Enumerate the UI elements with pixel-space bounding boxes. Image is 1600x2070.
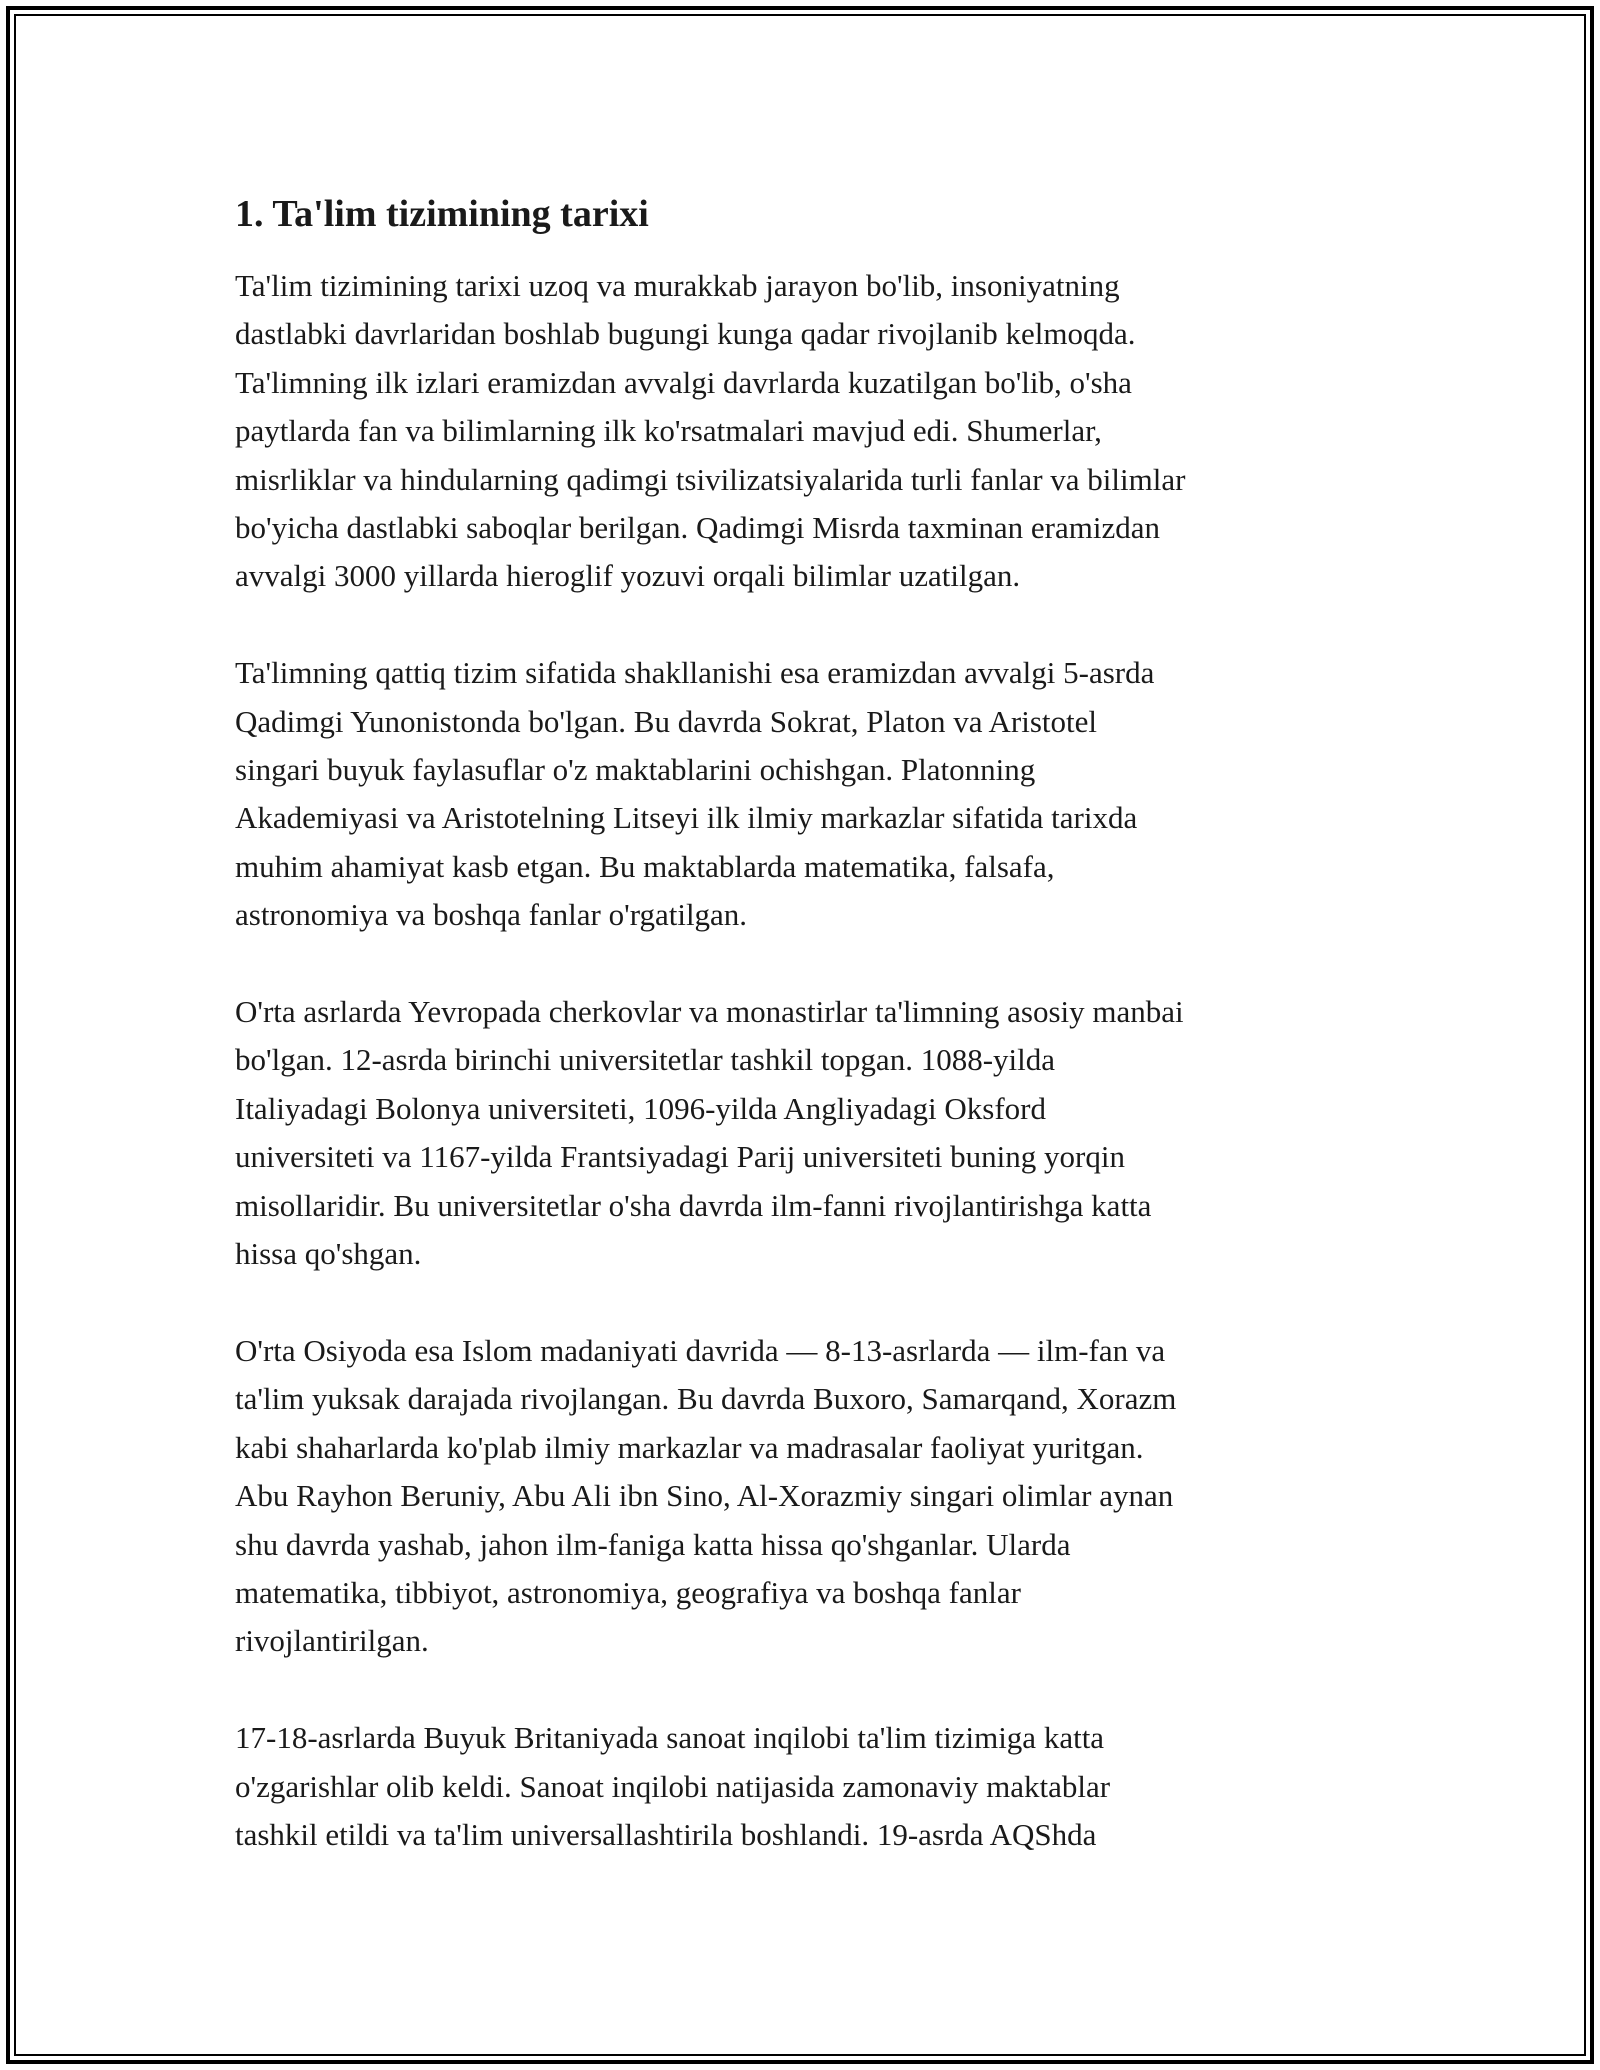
section-heading: 1. Ta'lim tizimining tarixi <box>235 193 649 235</box>
paragraph-central-asia: O'rta Osiyoda esa Islom madaniyati davrida — 8-13-asrlarda — ilm-fan va ta'lim yuksak darajada rivojlangan. Bu davrda Buxoro, Samarqand, Xorazm kabi shaharlarda ko'plab ilmiy markazlar va madrasalar faoliyat yuritgan. Abu Rayhon Beruniy, Abu Ali ibn Sino, Al-Xorazmiy singari olimlar aynan shu davrda yashab, jahon ilm-faniga katta hissa qo'shganlar. Ularda matematika, tibbiyot, astronomiya, geografiya va boshqa fanlar rivojlantirilgan. <box>235 1332 1177 1659</box>
paragraph-ancient-greece: Ta'limning qattiq tizim sifatida shakllanishi esa eramizdan avvalgi 5-asrda Qadimgi Yunonistonda bo'lgan. Bu davrda Sokrat, Platon va Aristotel singari buyuk faylasuflar o'z maktablarini ochishgan. Platonning Akademiyasi va Aristotelning Litseyi ilk ilmiy markazlar sifatida tarixda muhim ahamiyat kasb etgan. Bu maktablarda matematika, falsafa, astronomiya va boshqa fanlar o'rgatilgan. <box>235 655 1155 933</box>
paragraph-industrial-revolution: 17-18-asrlarda Buyuk Britaniyada sanoat inqilobi ta'lim tizimiga katta o'zgarishlar olib keldi. Sanoat inqilobi natijasida zamonaviy maktablar tashkil etildi va ta'lim universallashtirila boshlandi. 19-asrda AQShda <box>235 1720 1111 1852</box>
paragraph-ancient-origins: Ta'lim tizimining tarixi uzoq va murakkab jarayon bo'lib, insoniyatning dastlabki davrlaridan boshlab bugungi kunga qadar rivojlanib kelmoqda. Ta'limning ilk izlari eramizdan avvalgi davrlarda kuzatilgan bo'lib, o'sha paytlarda fan va bilimlarning ilk ko'rsatmalari mavjud edi. Shumerlar, misrliklar va hindularning qadimgi tsivilizatsiyalarida turli fanlar va bilimlar bo'yicha dastlabki saboqlar berilgan. Qadimgi Misrda taxminan eramizdan avvalgi 3000 yillarda hieroglif yozuvi orqali bilimlar uzatilgan. <box>235 268 1186 594</box>
document-body <box>235 186 1375 1908</box>
paragraph-medieval-europe: O'rta asrlarda Yevropada cherkovlar va monastirlar ta'limning asosiy manbai bo'lgan. 12-asrda birinchi universitetlar tashkil topgan. 1088-yilda Italiyadagi Bolonya universiteti, 1096-yilda Angliyadagi Oksford universiteti va 1167-yilda Frantsiyadagi Parij universiteti buning yorqin misollaridir. Bu universitetlar o'sha davrda ilm-fanni rivojlantirishga katta hissa qo'shgan. <box>235 994 1184 1272</box>
